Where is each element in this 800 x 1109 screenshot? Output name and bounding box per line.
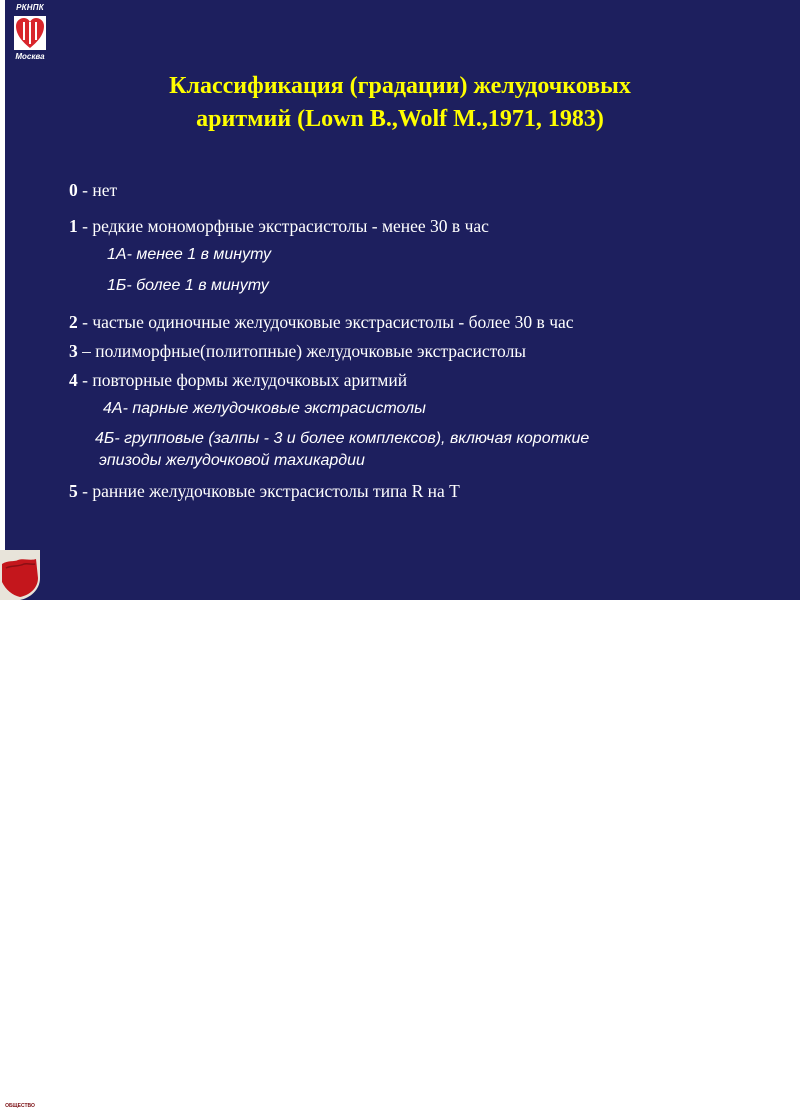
list-item-2: 2 - частые одиночные желудочковые экстрасистолы - более 30 в час [69, 312, 574, 332]
list-item-4: 4 - повторные формы желудочковых аритмий [69, 370, 408, 390]
title-line-1: Классификация (градации) желудочковых [169, 73, 631, 99]
list-item-3: 3 – полиморфные(политопные) желудочковые экстрасистолы [69, 341, 527, 361]
list-item-1b: 1Б- более 1 в минуту [107, 277, 269, 294]
slide-title [60, 70, 740, 136]
rknpk-logo-bottom-label: Москва [15, 52, 45, 61]
rknpk-heart-icon [14, 16, 46, 50]
list-item-0: 0 - нет [69, 180, 118, 200]
list-item-5: 5 - ранние желудочковые экстрасистолы типа R на T [69, 481, 460, 501]
society-emblem-label: ОБЩЕСТВО [5, 1103, 35, 1109]
list-item-1: 1 - редкие мономорфные экстрасистолы - менее 30 в час [69, 216, 489, 236]
list-item-4b-continued: эпизоды желудочковой тахикардии [99, 452, 365, 469]
left-strip [0, 0, 5, 600]
list-item-4b: 4Б- групповые (залпы - 3 и более комплексов), включая короткие [95, 430, 590, 447]
list-item-1a: 1А- менее 1 в минуту [107, 246, 272, 263]
rknpk-logo [7, 0, 53, 62]
title-line-2: аритмий (Lown B.,Wolf M.,1971, 1983) [196, 106, 604, 132]
list-item-4a: 4А- парные желудочковые экстрасистолы [103, 400, 426, 417]
rknpk-logo-top-label: РКНПК [16, 3, 44, 12]
society-emblem-icon [0, 548, 46, 1109]
